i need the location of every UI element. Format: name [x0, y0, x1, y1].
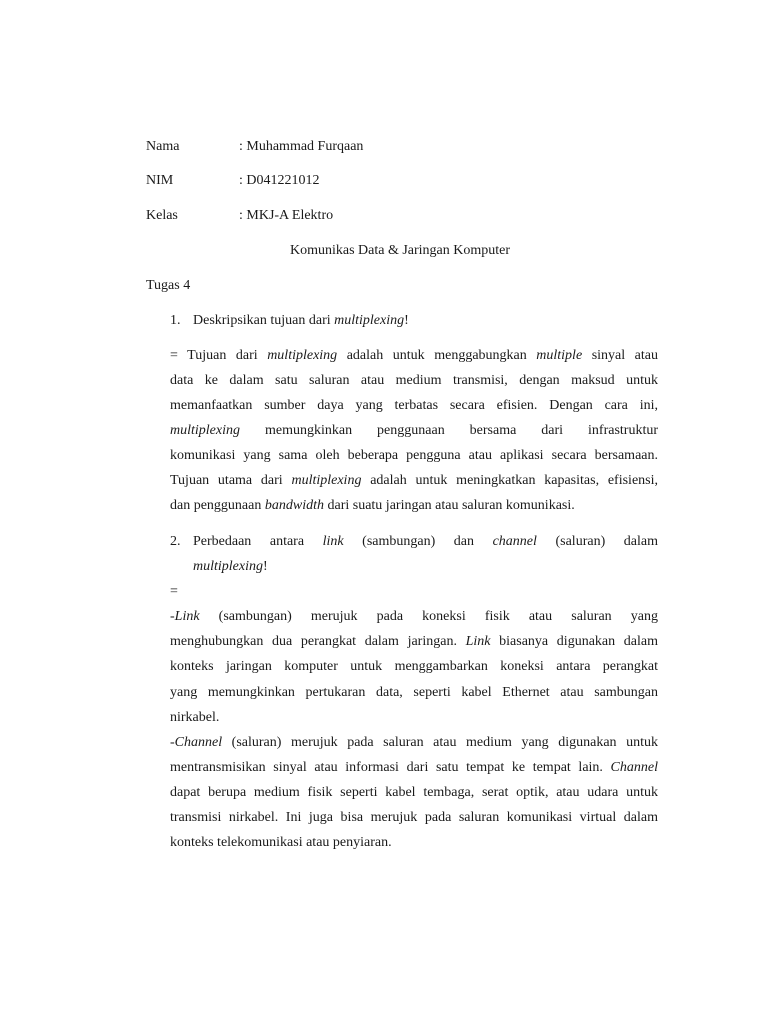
answer-2-channel-line-5: konteks telekomunikasi atau penyiaran.	[170, 835, 392, 850]
answer-2-link-line-2: menghubungkan dua perangkat dalam jaringan. Link biasanya digunakan dalam	[170, 634, 658, 649]
answer-2-link-line-4: yang memungkinkan pertukaran data, seperti kabel Ethernet atau sambungan	[170, 685, 658, 700]
answer-1-line-5: komunikasi yang sama oleh beberapa pengguna atau aplikasi secara bersamaan.	[170, 448, 658, 463]
question-1-number: 1.	[170, 313, 181, 328]
answer-1-line-1: = Tujuan dari multiplexing adalah untuk menggabungkan multiple sinyal atau	[170, 348, 659, 363]
answer-1-line-2: data ke dalam satu saluran atau medium transmisi, dengan maksud untuk	[170, 373, 658, 388]
class-label: Kelas	[146, 208, 178, 223]
name-value: : Muhammad Furqaan	[239, 139, 364, 154]
answer-1-line-6: Tujuan utama dari multiplexing adalah untuk meningkatkan kapasitas, efisiensi,	[170, 473, 658, 488]
question-1-text: Deskripsikan tujuan dari multiplexing!	[193, 313, 409, 328]
answer-2-channel-line-1: -Channel (saluran) merujuk pada saluran atau medium yang digunakan untuk	[170, 735, 658, 750]
course-title: Komunikas Data & Jaringan Komputer	[289, 243, 511, 258]
answer-2-channel-line-2: mentransmisikan sinyal atau informasi dari satu tempat ke tempat lain. Channel	[170, 760, 658, 775]
answer-2-channel-line-3: dapat berupa medium fisik seperti kabel tembaga, serat optik, atau udara untuk	[170, 785, 658, 800]
answer-1-line-3: memanfaatkan sumber daya yang terbatas secara efisien. Dengan cara ini,	[170, 398, 658, 413]
answer-2-link-line-3: konteks jaringan komputer untuk menggambarkan koneksi antara perangkat	[170, 659, 658, 674]
question-2-line-1: Perbedaan antara link (sambungan) dan channel (saluran) dalam	[193, 534, 658, 549]
answer-2-channel-line-4: transmisi nirkabel. Ini juga bisa merujuk pada saluran komunikasi virtual dalam	[170, 810, 658, 825]
nim-value: : D041221012	[239, 173, 320, 188]
answer-2-link-line-1: -Link (sambungan) merujuk pada koneksi fisik atau saluran yang	[170, 609, 658, 624]
answer-1-line-4: multiplexing memungkinkan penggunaan bersama dari infrastruktur	[170, 423, 658, 438]
class-value: : MKJ-A Elektro	[239, 208, 334, 223]
answer-2-equals: =	[170, 584, 178, 599]
question-2-number: 2.	[170, 534, 181, 549]
assignment-label: Tugas 4	[146, 278, 191, 293]
answer-2-link-line-5: nirkabel.	[170, 710, 220, 725]
answer-1-line-7: dan penggunaan bandwidth dari suatu jaringan atau saluran komunikasi.	[170, 498, 575, 513]
name-label: Nama	[146, 139, 180, 154]
question-2-line-2: multiplexing!	[193, 559, 268, 574]
nim-label: NIM	[146, 173, 174, 188]
